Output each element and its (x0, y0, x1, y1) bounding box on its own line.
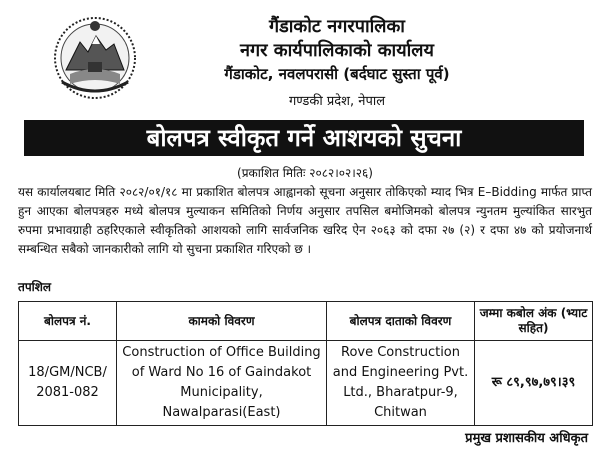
details-label: तपशिल (18, 280, 52, 294)
municipality-name: गैंडाकोट नगरपालिका (269, 16, 405, 37)
office-address: गैंडाकोट, नवलपरासी (बर्दघाट सुस्ता पूर्व) (224, 65, 450, 83)
notice-body: यस कार्यालयबाट मिति २०८२/०१/१८ मा प्रकाशित बोलपत्र आह्वानको सूचना अनुसार तोकिएको म्याद भित्र E–Bidding मार्फत प्राप्त हुन आएका बोलपत्रहरु मध्ये बोलपत्र मुल्याकन समितिको निर्णय अनुसार तपसिल बमोजिमको बोलपत्र न्युनतम मुल्यांकित सारभुत रुपमा प्रभावग्राही ठहरिएकाले स्वीकृतिको आशयको लागि सार्वजनिक खरिद ऐन २०६३ को दफा २७ (२) र दफा ४७ को प्रयोजनार्थ सम्बन्धित सबैको जानकारीको लागि यो सुचना प्रकाशित गरिएको छ । (18, 185, 592, 256)
cell-total-amount: रू ८९,९७,७९।३९ (475, 341, 593, 426)
header-work-description: कामको विवरण (117, 302, 327, 341)
cell-bidder-details: Rove Construction and Engineering Pvt. Ltd., Bharatpur-9, Chitwan (327, 341, 475, 426)
header-bid-no: बोलपत्र नं. (19, 302, 117, 341)
province-name: गण्डकी प्रदेश, नेपाल (288, 94, 386, 109)
cell-bid-no: 18/GM/NCB/ 2081-082 (19, 341, 117, 426)
notice-title: बोलपत्र स्वीकृत गर्ने आशयको सुचना (24, 120, 584, 156)
header-bidder-details: बोलपत्र दाताको विवरण (327, 302, 475, 341)
office-name: नगर कार्यपालिकाको कार्यालय (240, 40, 434, 61)
bid-table (18, 301, 593, 426)
cell-work-description: Construction of Office Building of Ward No 16 of Gaindakot Municipality, Nawalparasi(East) (117, 341, 327, 426)
table-row (19, 341, 593, 426)
table-header-row (19, 302, 593, 341)
published-date: (प्रकाशित मितिः २०८२।०२।२६) (237, 166, 373, 180)
header-total-amount: जम्मा कबोल अंक (भ्याट सहित) (475, 302, 593, 341)
signature-title: प्रमुख प्रशासकीय अधिकृत (465, 431, 588, 446)
